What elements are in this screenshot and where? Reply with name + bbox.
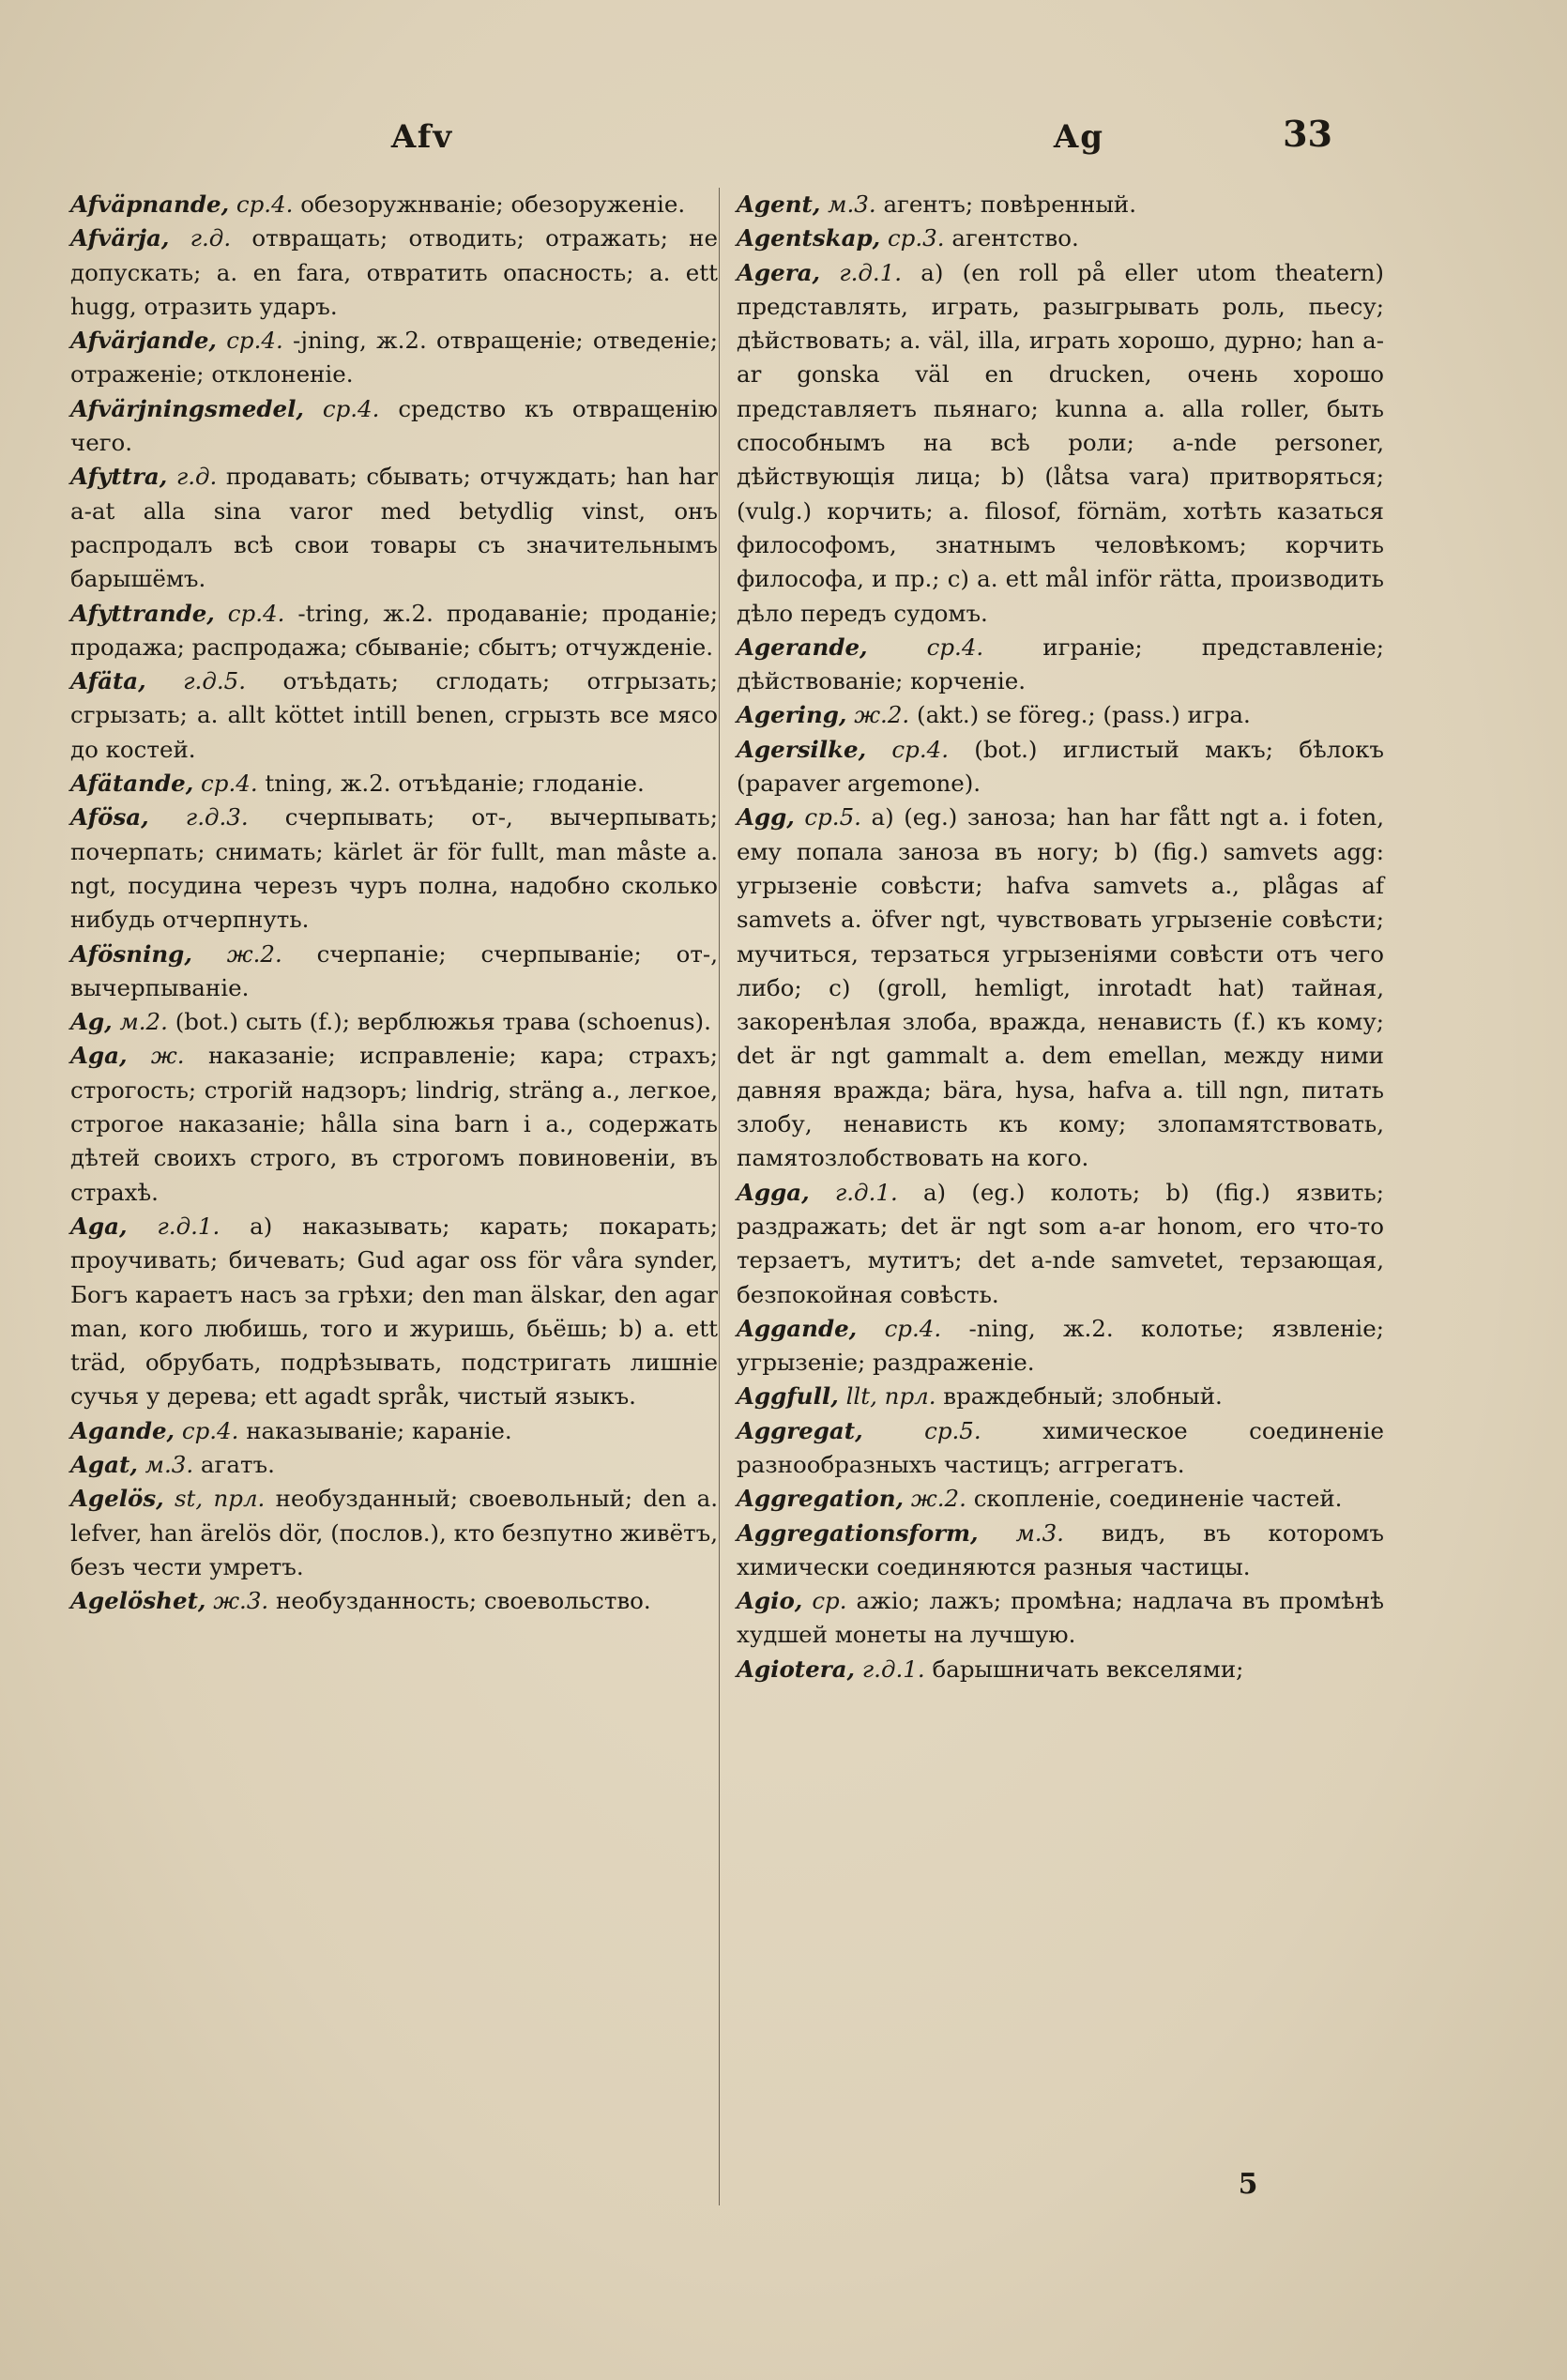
entry-headword: Aga, <box>70 1042 128 1070</box>
entry-definition: -jning, ж.2. отвращеніе; отведеніе; отраженіе; отклоненіе. <box>70 327 718 389</box>
dictionary-entry <box>70 392 718 461</box>
entry-definition: играніе; представленіе; дѣйствованіе; корченіе. <box>737 633 1385 695</box>
entry-definition: a) наказывать; карать; покарать; проучивать; бичевать; Gud agar oss för våra synder, Богъ караетъ насъ за грѣхи; den man älskar, den agar man, кого любишь, того и журишь, бьёшь; b) a. ett träd, обрубать, подрѣзывать, подстригать лишніе сучья у дерева; ett agadt språk, чистый языкъ. <box>70 1212 718 1411</box>
entry-definition: скопленіе, соединеніе частей. <box>966 1485 1343 1513</box>
entry-headword: Afyttrande, <box>70 599 215 627</box>
entry-headword: Afvärjningsmedel, <box>70 394 304 422</box>
entry-grammar: г.д.5. <box>145 667 247 695</box>
dictionary-entry <box>737 188 1384 221</box>
entry-grammar: г.д.1. <box>127 1212 221 1240</box>
entry-definition: -tring, ж.2. продаваніе; проданіе; продажа; распродажа; сбываніе; сбытъ; отчужденіе. <box>70 599 718 661</box>
entry-definition: (bot.) сыть (f.); верблюжья трава (schoenus). <box>167 1008 711 1036</box>
entry-headword: Agent, <box>737 191 821 218</box>
dictionary-entry <box>737 733 1384 801</box>
entry-headword: Agentskap, <box>737 224 881 252</box>
dictionary-entry <box>70 1448 718 1482</box>
entry-definition: ажіо; лажъ; промѣна; надлача въ промѣнѣ худшей монеты на лучшую. <box>737 1587 1385 1649</box>
entry-grammar: ср.5. <box>862 1416 981 1444</box>
entry-headword: Afäta, <box>70 667 146 695</box>
dictionary-entry <box>70 221 718 324</box>
entry-headword: Agg, <box>737 803 795 831</box>
dictionary-entry <box>70 1039 718 1209</box>
entry-headword: Aggregationsform, <box>737 1518 979 1547</box>
dictionary-entry <box>70 1584 718 1618</box>
entry-headword: Aga, <box>70 1212 128 1240</box>
running-head-left: Afv <box>390 118 454 156</box>
page-number: 33 <box>1283 113 1332 155</box>
entry-headword: Afvärja, <box>70 224 170 252</box>
entry-grammar: ср.3. <box>880 224 945 252</box>
entry-grammar: ср.4. <box>303 394 380 422</box>
entry-headword: Agiotera, <box>737 1655 856 1683</box>
dictionary-entry <box>737 1176 1384 1312</box>
entry-definition: барышничать векселями; <box>924 1655 1244 1683</box>
entry-grammar: м.3. <box>978 1518 1064 1547</box>
entry-headword: Aggfull, <box>737 1382 839 1411</box>
column-divider <box>719 188 720 2205</box>
entry-grammar: м.2. <box>112 1008 168 1036</box>
entry-grammar: ср.4. <box>175 1416 239 1444</box>
entry-headword: Agerande, <box>737 633 868 661</box>
entry-definition: счерпаніе; счерпываніе; от-, вычерпываніе. <box>70 939 718 1001</box>
dictionary-entry <box>737 801 1384 1175</box>
dictionary-entry <box>70 1210 718 1414</box>
right-column <box>737 188 1384 1686</box>
running-head-right: Ag <box>1053 118 1105 156</box>
entry-definition: химическое соединеніе разнообразныхъ частицъ; аггрегатъ. <box>737 1416 1385 1478</box>
dictionary-entry <box>70 767 718 801</box>
entry-definition: a) (en roll på eller utom theatern) представлять, играть, разыгрывать роль, пьесу; дѣйствовать; a. väl, illa, играть хорошо, дурно; han a-ar gonska väl en drucken, очень хорошо представляетъ пьянаго; kunna a. alla roller, быть способнымъ на всѣ роли; a-nde personer, дѣйствующія лица; b) (låtsa vara) притворяться; (vulg.) корчить; a. filosof, förnäm, хотѣть казаться философомъ, знатнымъ человѣкомъ; корчить философа, и пр.; c) a. ett mål inför rätta, производить дѣло передъ судомъ. <box>737 258 1384 627</box>
entry-grammar: ср.4. <box>216 327 283 355</box>
entry-grammar: ж.2. <box>846 701 910 729</box>
entry-definition: агентство. <box>944 224 1079 252</box>
entry-headword: Aggregation, <box>737 1485 905 1513</box>
entry-headword: Agelös, <box>70 1485 164 1513</box>
entry-definition: -ning, ж.2. колотье; язвленіе; угрызеніе; раздраженіе. <box>737 1314 1384 1377</box>
dictionary-entry <box>737 256 1384 631</box>
signature-mark: 5 <box>1238 2168 1258 2201</box>
dictionary-entry <box>70 1005 718 1039</box>
dictionary-entry <box>70 188 718 221</box>
entry-headword: Agga, <box>737 1178 810 1206</box>
dictionary-entry <box>737 1414 1384 1483</box>
entry-grammar: г.д.3. <box>148 803 249 831</box>
entry-grammar: st, прл. <box>163 1485 266 1513</box>
entry-grammar: ср.4. <box>214 599 285 627</box>
dictionary-entry <box>70 597 718 665</box>
dictionary-entry <box>70 1414 718 1448</box>
entry-grammar: ж.2. <box>191 939 282 968</box>
entry-grammar: ж.2. <box>904 1485 966 1513</box>
entry-headword: Agera, <box>737 258 821 286</box>
entry-headword: Agat, <box>70 1450 138 1478</box>
dictionary-entry <box>737 1312 1384 1381</box>
entry-definition: a) (eg.) колоть; b) (fig.) язвить; раздражать; det är ngt som a-ar honom, его что-то терзаетъ, мутитъ; det a-nde samvetet, терзающая, безпокойная совѣсть. <box>737 1178 1384 1308</box>
entry-grammar: ср.4. <box>867 633 984 661</box>
entry-definition: обезоружнваніе; обезоруженіе. <box>293 191 686 218</box>
entry-definition: средство къ отвращенію чего. <box>70 394 719 457</box>
entry-definition: видъ, въ которомъ химически соединяются разныя частицы. <box>737 1518 1384 1580</box>
dictionary-entry <box>70 938 718 1006</box>
dictionary-entry <box>737 1584 1384 1653</box>
entry-definition: наказываніе; караніе. <box>238 1416 512 1444</box>
entry-grammar: м.3. <box>820 191 876 218</box>
entry-grammar: ср.4. <box>857 1314 942 1342</box>
dictionary-entry <box>70 324 718 392</box>
entry-grammar: ср.4. <box>229 191 294 218</box>
dictionary-entry <box>737 1482 1384 1516</box>
entry-definition: наказаніе; исправленіе; кара; страхъ; строгость; строгій надзоръ; lindrig, sträng a., легкое, строгое наказаніе; hålla sina barn i a., содержать дѣтей своихъ строго, въ строгомъ повиновеніи, въ страхѣ. <box>70 1042 718 1206</box>
entry-headword: Afväpnande, <box>70 191 230 218</box>
entry-definition: (akt.) se föreg.; (pass.) игра. <box>909 701 1251 729</box>
entry-grammar: г.д.1. <box>820 258 903 286</box>
entry-grammar: ср.4. <box>866 735 949 763</box>
entry-grammar: г.д.1. <box>809 1178 898 1206</box>
dictionary-entry <box>737 1380 1384 1413</box>
entry-definition: счерпывать; от-, вычерпывать; почерпать; снимать; kärlet är för fullt, man måste a. ngt, посудина черезъ чуръ полна, надобно сколько нибудь отчерпнуть. <box>70 803 718 934</box>
entry-grammar: г.д. <box>167 463 218 491</box>
entry-definition: (bot.) иглистый макъ; бѣлокъ (papaver argemone). <box>737 735 1384 798</box>
entry-grammar: ср.4. <box>193 770 258 798</box>
entry-definition: отвращать; отводить; отражать; не допускать; a. en fara, отвратить опасность; a. ett hugg, отразить ударъ. <box>70 224 718 320</box>
entry-definition: враждебный; злобный. <box>936 1382 1223 1411</box>
entry-headword: Agio, <box>737 1587 803 1615</box>
entry-definition: необузданный; своевольный; den a. lefver, han ärelös dör, (послов.), кто безпутно живётъ, безъ чести умретъ. <box>70 1485 719 1580</box>
entry-grammar: г.д. <box>169 224 232 252</box>
entry-definition: агатъ. <box>193 1450 275 1478</box>
dictionary-entry <box>70 801 718 937</box>
entry-headword: Aggregat, <box>737 1416 863 1444</box>
entry-grammar: г.д.1. <box>855 1655 925 1683</box>
entry-grammar: ср. <box>802 1587 847 1615</box>
entry-grammar: llt, прл. <box>838 1382 936 1411</box>
entry-headword: Afösning, <box>70 939 192 968</box>
entry-headword: Agelöshet, <box>70 1587 206 1615</box>
entry-definition: отъѣдать; сглодать; отгрызать; сгрызать; a. allt köttet intill benen, сгрызть все мясо до костей. <box>70 667 718 763</box>
entry-grammar: ср.5. <box>794 803 861 831</box>
entry-headword: Agersilke, <box>737 735 867 763</box>
dictionary-entry <box>737 1517 1384 1585</box>
entry-grammar: ж. <box>127 1042 185 1070</box>
dictionary-entry <box>70 460 718 596</box>
entry-headword: Afösa, <box>70 803 149 831</box>
entry-headword: Afvärjande, <box>70 327 217 355</box>
left-column <box>70 188 718 1618</box>
dictionary-entry <box>70 1482 718 1584</box>
entry-headword: Agande, <box>70 1416 175 1444</box>
dictionary-entry <box>737 631 1384 699</box>
dictionary-entry <box>737 698 1384 732</box>
entry-headword: Afyttra, <box>70 463 168 491</box>
dictionary-entry <box>737 1653 1384 1686</box>
entry-grammar: ж.3. <box>205 1587 269 1615</box>
entry-definition: a) (eg.) заноза; han har fått ngt a. i foten, ему попала заноза въ ногу; b) (fig.) samvets agg: угрызеніе совѣсти; hafva samvets a., plågas af samvets a. öfver ngt, чувствовать угрызеніе совѣсти; мучиться, терзаться угрызеніями совѣсти отъ чего либо; c) (groll, hemligt, inrotadt hat) тайная, закоренѣлая злоба, вражда, ненависть (f.) къ кому; det är ngt gammalt a. dem emellan, между ними давняя вражда; bära, hysa, hafva a. till ngn, питать злобу, ненависть къ кому; злопамятствовать, памятозлобствовать на кого. <box>737 803 1384 1172</box>
entry-headword: Ag, <box>70 1008 113 1036</box>
dictionary-entry <box>70 664 718 767</box>
entry-definition: агентъ; повѣренный. <box>875 191 1137 218</box>
entry-definition: необузданность; своевольство. <box>268 1587 651 1615</box>
entry-headword: Agering, <box>737 701 847 729</box>
entry-definition: tning, ж.2. отъѣданіе; глоданіе. <box>257 770 645 798</box>
entry-headword: Aggande, <box>737 1314 858 1342</box>
entry-grammar: м.3. <box>137 1450 194 1478</box>
entry-headword: Afätande, <box>70 770 194 798</box>
dictionary-entry <box>737 221 1384 255</box>
entry-definition: продавать; сбывать; отчуждать; han har a-at alla sina varor med betydlig vinst, онъ распродалъ всѣ свои товары съ значительнымъ барышёмъ. <box>70 463 719 593</box>
